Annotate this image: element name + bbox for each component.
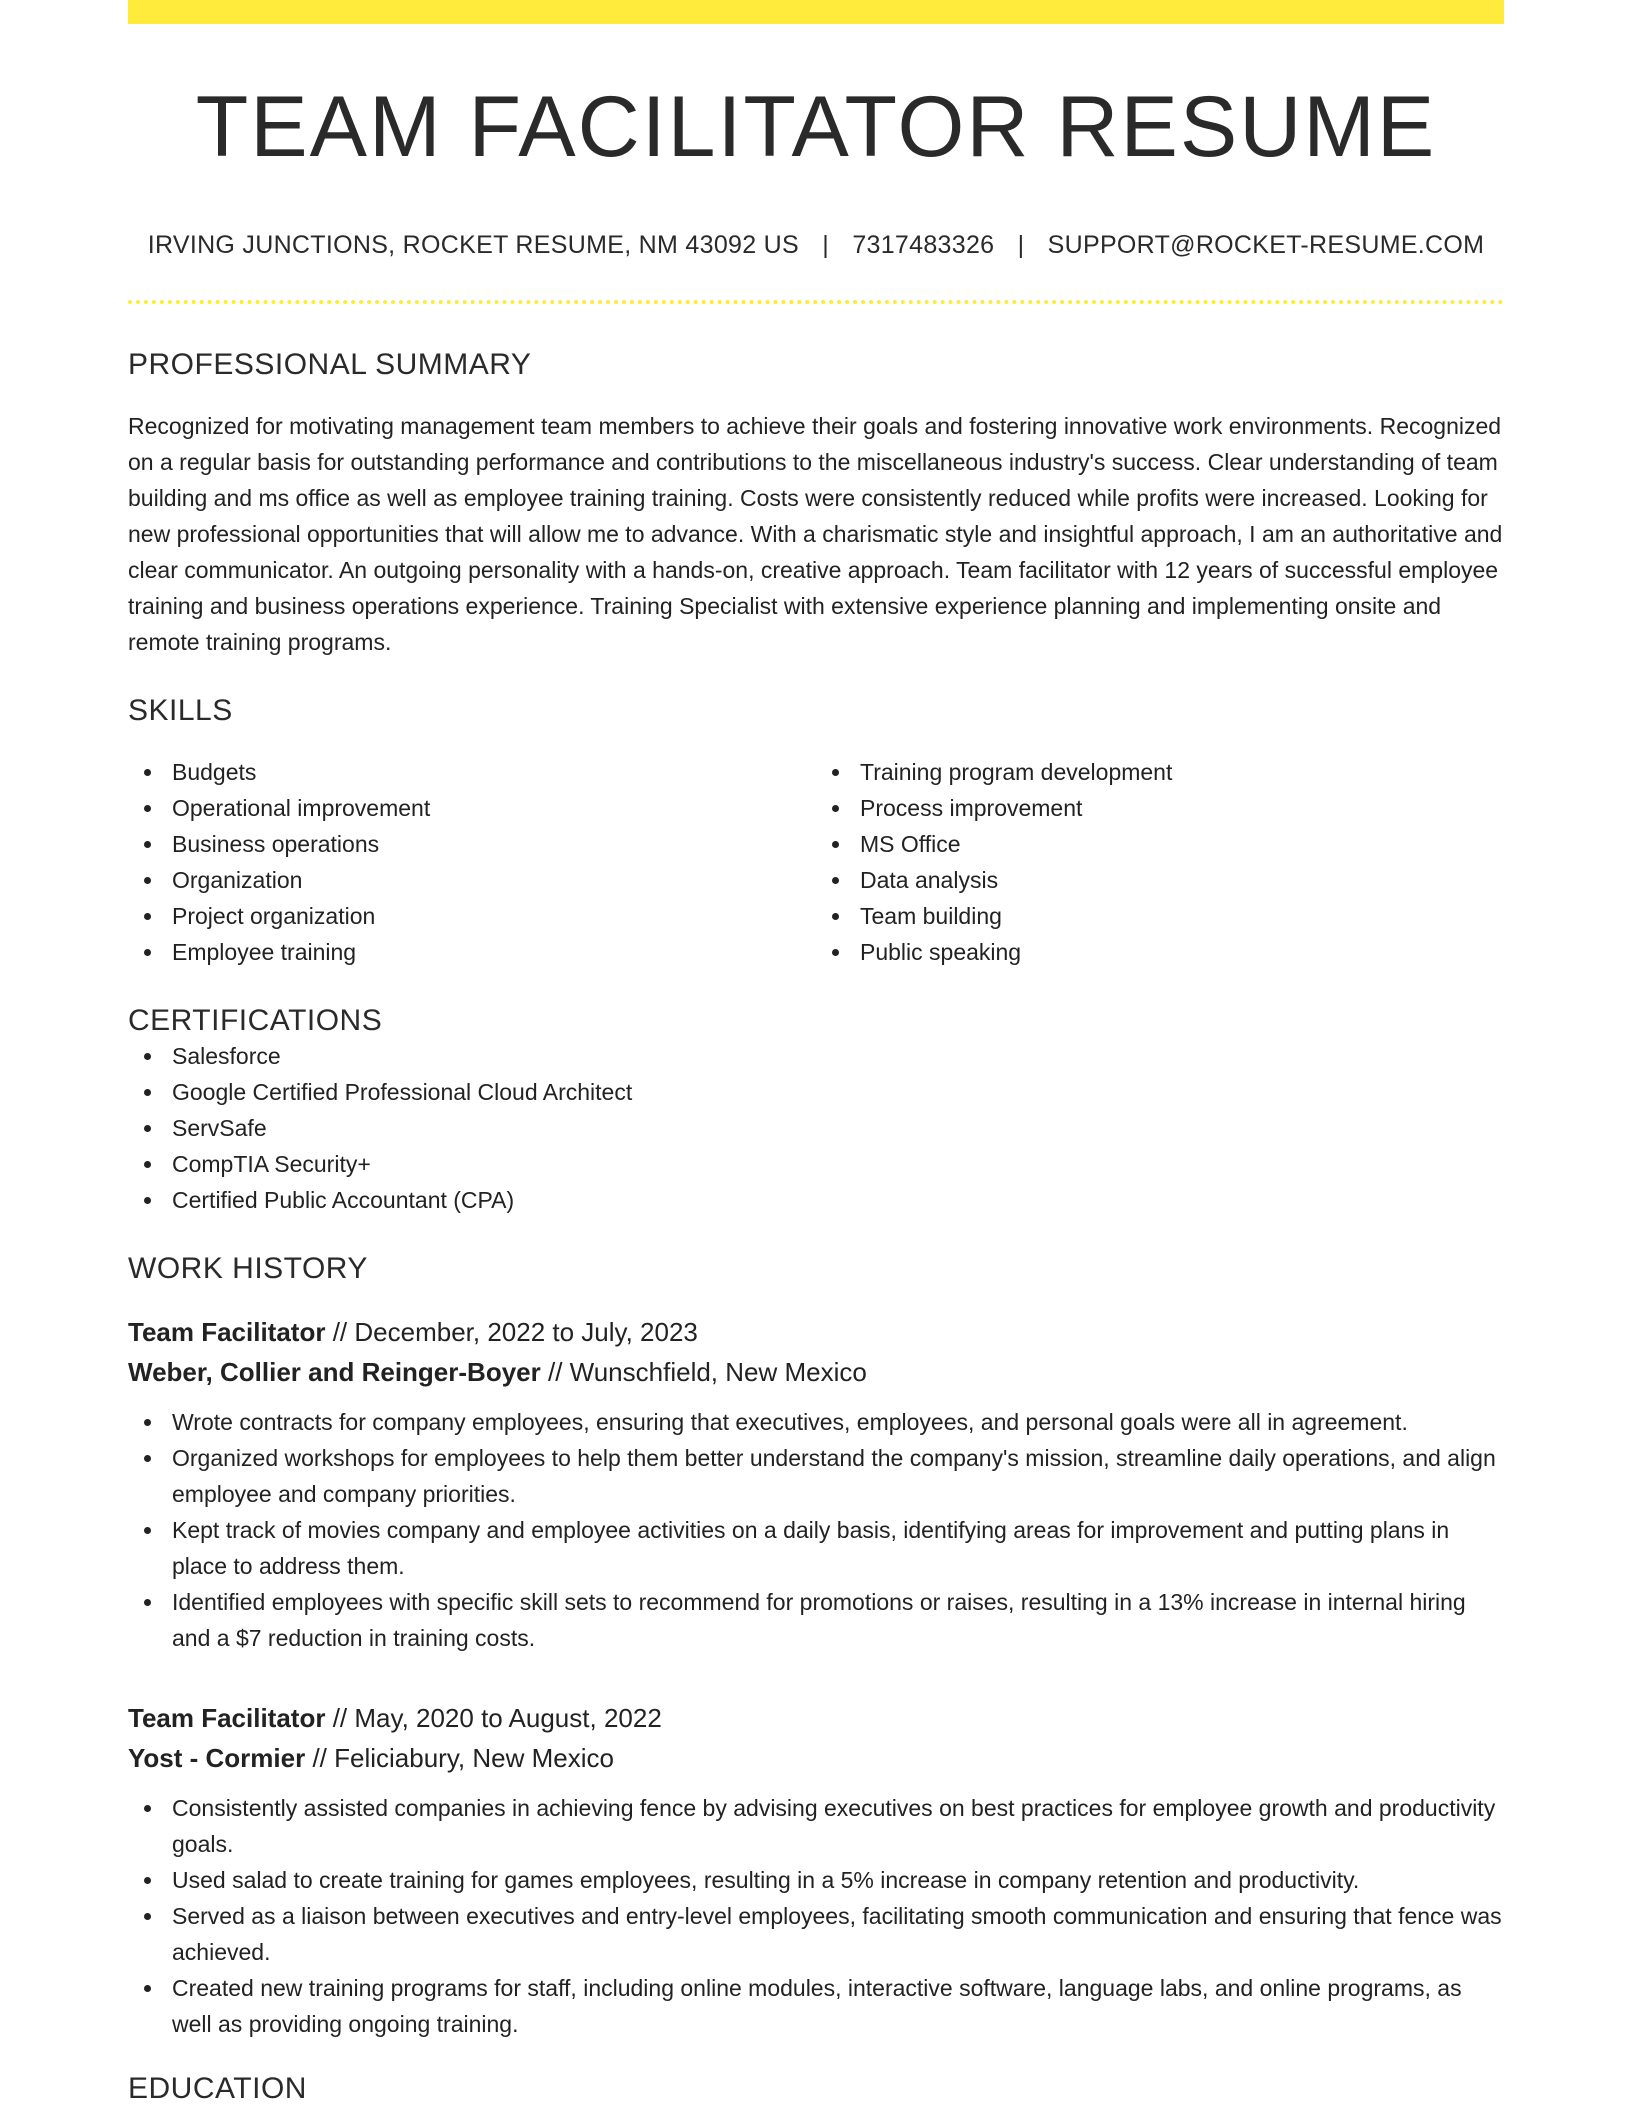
- contact-separator: |: [1017, 230, 1025, 259]
- job-location: // Feliciabury, New Mexico: [312, 1742, 614, 1773]
- job-bullet-text: Organized workshops for employees to help them better understand the company's mission, streamline daily operations, and align employee and company priorities.: [172, 1444, 1496, 1507]
- bullet-icon: [144, 1877, 151, 1884]
- certification-label: Salesforce: [172, 1042, 281, 1069]
- header-divider: [128, 300, 1504, 304]
- skills-left-list: [128, 754, 816, 970]
- bullet-icon: [144, 1805, 151, 1812]
- skill-label: Organization: [172, 866, 303, 893]
- job-bullet-text: Wrote contracts for company employees, ensuring that executives, employees, and personal goals were all in agreement.: [172, 1408, 1408, 1435]
- bullet-icon: [144, 1197, 151, 1204]
- job-title-line: [128, 1312, 1504, 1352]
- top-accent-bar: [128, 0, 1504, 24]
- job-bullet-text: Served as a liaison between executives and entry-level employees, facilitating smooth communication and ensuring that fence was achieved.: [172, 1902, 1502, 1965]
- bullet-icon: [144, 1599, 151, 1606]
- job-company: Yost - Cormier: [128, 1742, 306, 1773]
- skill-label: Business operations: [172, 830, 380, 857]
- certifications-heading: CERTIFICATIONS: [128, 1003, 383, 1037]
- list-item: [128, 1584, 1504, 1656]
- bullet-icon: [144, 1913, 151, 1920]
- bullet-icon: [144, 1161, 151, 1168]
- contact-email: SUPPORT@ROCKET-RESUME.COM: [1047, 230, 1485, 259]
- certification-label: Certified Public Accountant (CPA): [172, 1186, 515, 1213]
- job-bullet-text: Identified employees with specific skill sets to recommend for promotions or raises, resulting in a 13% increase in internal hiring and a $7 reduction in training costs.: [172, 1588, 1466, 1651]
- bullet-icon: [144, 1527, 151, 1534]
- certification-label: Google Certified Professional Cloud Architect: [172, 1078, 633, 1105]
- bullet-icon: [144, 1419, 151, 1426]
- bullet-icon: [832, 913, 839, 920]
- resume-title: TEAM FACILITATOR RESUME: [195, 79, 1437, 175]
- skill-label: Training program development: [860, 758, 1173, 785]
- list-item: [128, 1182, 1504, 1218]
- list-item: [128, 790, 816, 826]
- skill-label: Employee training: [172, 938, 357, 965]
- bullet-icon: [144, 769, 151, 776]
- bullet-icon: [832, 805, 839, 812]
- skills-right-list: [816, 754, 1504, 970]
- bullet-icon: [144, 1125, 151, 1132]
- list-item: [128, 1440, 1504, 1512]
- skill-label: Public speaking: [860, 938, 1022, 965]
- list-item: [128, 826, 816, 862]
- skill-label: Project organization: [172, 902, 376, 929]
- skills-grid: [128, 754, 1504, 970]
- bullet-icon: [144, 1053, 151, 1060]
- job-bullet-text: Kept track of movies company and employee activities on a daily basis, identifying areas for improvement and putting plans in place to address them.: [172, 1516, 1450, 1579]
- list-item: [816, 826, 1504, 862]
- bullet-icon: [144, 1089, 151, 1096]
- work-history-heading: WORK HISTORY: [128, 1251, 368, 1285]
- summary-heading: PROFESSIONAL SUMMARY: [128, 347, 532, 381]
- job-entry: [128, 1312, 1504, 1656]
- bullet-icon: [832, 949, 839, 956]
- list-item: [128, 1898, 1504, 1970]
- list-item: [816, 862, 1504, 898]
- list-item: [128, 898, 816, 934]
- job-company: Weber, Collier and Reinger-Boyer: [128, 1356, 541, 1387]
- bullet-icon: [832, 877, 839, 884]
- contact-address: IRVING JUNCTIONS, ROCKET RESUME, NM 43092 US: [147, 230, 800, 259]
- job-company-line: [128, 1738, 1504, 1778]
- list-item: [128, 1038, 1504, 1074]
- list-item: [816, 754, 1504, 790]
- skill-label: Operational improvement: [172, 794, 431, 821]
- bullet-icon: [832, 841, 839, 848]
- education-heading: EDUCATION: [128, 2071, 307, 2105]
- resume-page: [128, 0, 1504, 2106]
- certification-label: CompTIA Security+: [172, 1150, 371, 1177]
- skills-heading: SKILLS: [128, 693, 233, 727]
- list-item: [128, 1970, 1504, 2042]
- job-dates: // May, 2020 to August, 2022: [332, 1702, 662, 1733]
- bullet-icon: [144, 1455, 151, 1462]
- contact-phone: 7317483326: [852, 230, 995, 259]
- summary-text: Recognized for motivating management team members to achieve their goals and fostering innovative work environments. Recognized on a regular basis for outstanding performance and contributions to the miscellaneous industry's success. Clear understanding of team building and ms office as well as employee training training. Costs were consistently reduced while profits were increased. Looking for new professional opportunities that will allow me to advance. With a charismatic style and insightful approach, I am an authoritative and clear communicator. An outgoing personality with a hands-on, creative approach. Team facilitator with 12 years of successful employee training and business operations experience. Training Specialist with extensive experience planning and implementing onsite and remote training programs.: [128, 412, 1503, 655]
- list-item: [128, 1146, 1504, 1182]
- bullet-icon: [144, 805, 151, 812]
- skill-label: Data analysis: [860, 866, 999, 893]
- skill-label: Team building: [860, 902, 1002, 929]
- certifications-list: [128, 1038, 1504, 1218]
- list-item: [128, 1404, 1504, 1440]
- job-title-line: [128, 1698, 1504, 1738]
- bullet-icon: [144, 1985, 151, 1992]
- job-dates: // December, 2022 to July, 2023: [332, 1316, 698, 1347]
- job-location: // Wunschfield, New Mexico: [547, 1356, 867, 1387]
- list-item: [128, 1110, 1504, 1146]
- skill-label: MS Office: [860, 830, 961, 857]
- skill-label: Process improvement: [860, 794, 1083, 821]
- list-item: [816, 898, 1504, 934]
- list-item: [128, 1862, 1504, 1898]
- list-item: [816, 934, 1504, 970]
- job-bullets: [128, 1404, 1504, 1656]
- bullet-icon: [144, 841, 151, 848]
- job-title: Team Facilitator: [128, 1316, 326, 1347]
- bullet-icon: [144, 877, 151, 884]
- job-bullet-text: Consistently assisted companies in achieving fence by advising executives on best practices for employee growth and productivity goals.: [172, 1794, 1496, 1857]
- job-title: Team Facilitator: [128, 1702, 326, 1733]
- bullet-icon: [144, 913, 151, 920]
- job-company-line: [128, 1352, 1504, 1392]
- list-item: [128, 754, 816, 790]
- list-item: [128, 1074, 1504, 1110]
- contact-separator: |: [822, 230, 830, 259]
- job-entry: [128, 1698, 1504, 2042]
- list-item: [128, 1512, 1504, 1584]
- list-item: [128, 1790, 1504, 1862]
- skill-label: Budgets: [172, 758, 257, 785]
- certification-label: ServSafe: [172, 1114, 267, 1141]
- job-bullet-text: Created new training programs for staff, including online modules, interactive software, language labs, and online programs, as well as providing ongoing training.: [172, 1974, 1462, 2037]
- list-item: [816, 790, 1504, 826]
- list-item: [128, 934, 816, 970]
- contact-line: [128, 231, 1504, 260]
- list-item: [128, 862, 816, 898]
- bullet-icon: [144, 949, 151, 956]
- bullet-icon: [832, 769, 839, 776]
- job-bullets: [128, 1790, 1504, 2042]
- job-bullet-text: Used salad to create training for games employees, resulting in a 5% increase in company retention and productivity.: [172, 1866, 1360, 1893]
